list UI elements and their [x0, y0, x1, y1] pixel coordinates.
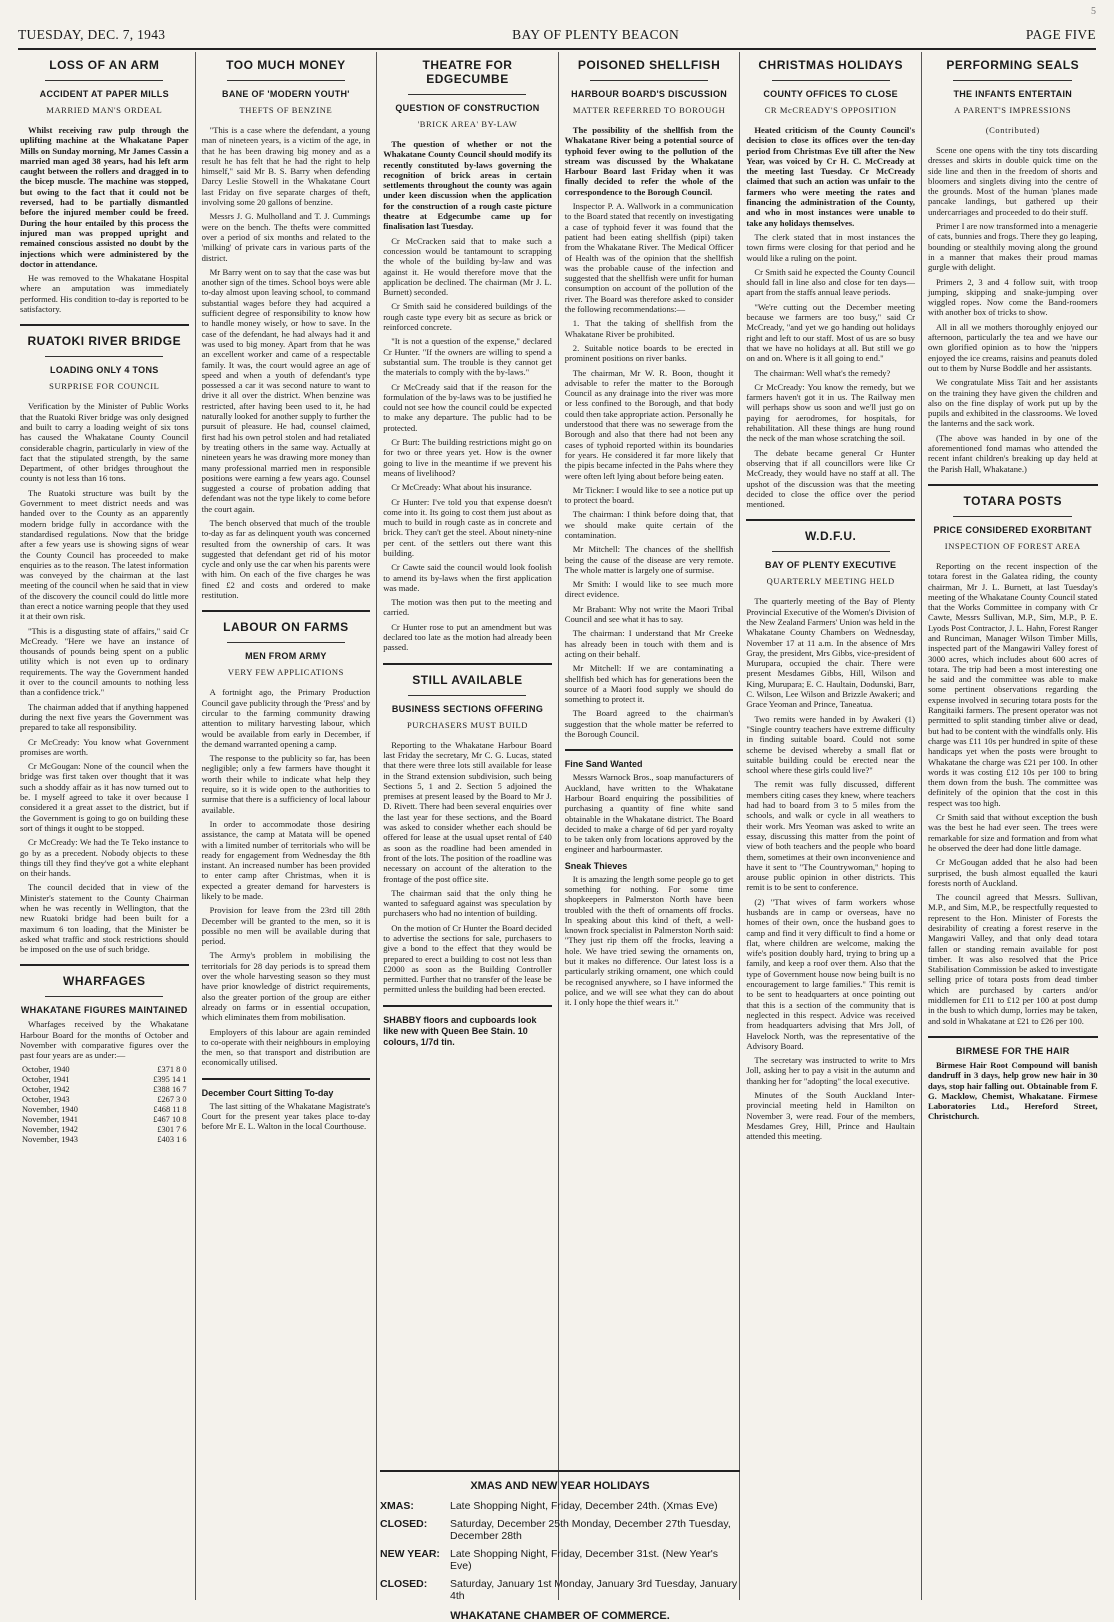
divider: [20, 324, 189, 326]
value-cell: £467 10 8: [153, 1114, 187, 1124]
column-5: [740, 52, 922, 1600]
divider: [772, 551, 890, 552]
paragraph: Cr McCready: What about his insurance.: [391, 482, 532, 493]
row-text: Late Shopping Night, Friday, December 31st. (New Year's Eve): [450, 1548, 718, 1572]
headline-loss-of-arm: LOSS OF AN ARM: [49, 58, 160, 72]
value-cell: £395 14 1: [153, 1074, 187, 1084]
paragraph: The Board agreed to the chairman's suggestion that the whole matter be referred to the Borough Council.: [564, 708, 734, 740]
table-row: [20, 1085, 189, 1095]
kicker: MATTER REFERRED TO BOROUGH: [572, 105, 726, 115]
paragraph: The chairman, Mr W. R. Boon, thought it advisable to refer the matter to the Borough Council as any drainage into the river was more or less confined to the Borough, and that body could then take appropriate action. Personally he understood that there was no sewerage from the Borough and also that there had not been any cases of typhoid reported within its boundaries for years. He considered it far more likely that the pipis became infected in the Pahs where they were often left lying about before being eaten.: [564, 367, 734, 481]
divider: [408, 94, 526, 95]
kicker: MARRIED MAN'S ORDEAL: [46, 105, 163, 115]
headline-performing-seals: PERFORMING SEALS: [946, 58, 1080, 72]
month-cell: October, 1942: [22, 1084, 70, 1094]
paper-name: BAY OF PLENTY BEACON: [512, 27, 680, 42]
paragraph: Mr Tickner: I would like to see a notice put up to protect the board.: [564, 484, 734, 506]
paragraph: We congratulate Miss Tait and her assistants on the training they have given the children and also on the fine display of work put up by the pupils and exhibited in the classrooms. We loved the lanterns and the sack work.: [927, 377, 1098, 429]
paragraph: Inspector P. A. Wallwork in a communication to the Board stated that recently on investigating a case of typhoid fever it was found that the patient had been eating shellfish (pipi) taken from the Whakatane River. The Medical Officer of Health was of the opinion that the shellfish was the probable cause of the infection and suggested that the shellfish were unfit for human consumption on account of the pollution of the river. The Board was therefore asked to consider the following recommendations:—: [564, 201, 734, 315]
kicker: INSPECTION OF FOREST AREA: [944, 540, 1081, 551]
kicker: THEFTS OF BENZINE: [239, 105, 333, 115]
paragraph: Mr Smith: I would like to see much more direct evidence.: [564, 579, 734, 600]
issue-date: TUESDAY, DEC. 7, 1943: [18, 27, 166, 42]
holiday-notice-box: [380, 1470, 740, 1622]
subhead: WHAKATANE FIGURES MAINTAINED: [20, 1005, 188, 1016]
divider: [227, 642, 345, 643]
paragraph: The response to the publicity so far, has been negligible; only a few farmers have thought it worth their while to indicate what help they require, so it is wide open to the authorities to surmise that there is a sufficiency of local labour available.: [201, 753, 371, 815]
subhead: THE INFANTS ENTERTAIN: [953, 89, 1073, 99]
paragraph: "We're cutting out the December meeting because we farmers are too busy," said Cr McCready, "and yet we go handing out holidays right and left to our staff. Most of us are so busy that we have no holidays at all. But still we go on and on. Where is it all going to end.": [746, 301, 915, 364]
row-text: Late Shopping Night, Friday, December 24th. (Xmas Eve): [450, 1500, 718, 1512]
column-2: [196, 52, 378, 1600]
paragraph: (2) "That wives of farm workers whose husbands are in camp or overseas, have no homes of their own, once the husband goes to camp and find it very difficult to find a home or flat, where children are welcome, making the wife's position doubly hard, trying to bring up a family, and keep a roof over them. Also that the type of Government house now being built is no encouragement to large families." This remit is to be sent to headquarters at once pointing out that this is a section of the community that is neglected in this respect. Advice was received from headquarters advising that Mrs Joll, of Havelock North, was the representative of the Advisory Board.: [746, 896, 915, 1051]
lead-paragraph: Heated criticism of the County Council's decision to close its offices over the ten-day period from Christmas Eve till after the New Year, was voiced by Cr H. C. McCready at the meeting last Tuesday. Cr McCready claimed that such an action was unfair to the farmers who were meeting the rates and financing the administration of the County, and who in most instances were unable to take any holidays themselves.: [746, 125, 915, 228]
subhead: PRICE CONSIDERED EXORBITANT: [933, 524, 1092, 535]
paragraph: Wharfages received by the Whakatane Harbour Board for the months of October and November with comparative figures over the past four years are as under:—: [20, 1019, 189, 1061]
paragraph: All in all we mothers thoroughly enjoyed our afternoon, particularly the tea and we have our own glorified opinion as to how the 'nippers enjoyed the ice creams, raisins and peanuts doled out to them by Nurse Boddle and her assistants.: [927, 321, 1098, 373]
divider: [590, 80, 708, 81]
paragraph: Minutes of the South Auckland Inter-provincial meeting held in Hamilton on November 3, were read. Four of the members, Mesdames Grey, Hill, Prince and Haultain attended this meeting.: [746, 1090, 915, 1142]
lead-paragraph: Whilst receiving raw pulp through the uplifting machine at the Whakatane Paper Mills on Sunday morning, Mr James Cassin a married man aged 38 years, had his left arm caught between the rollers and dragged in to the bicep muscle. The machine was stopped, but owing to the fact that it could not be reversed, had to be partially dismantled before the injured member could be freed. During the hour entailed by this process the injured man was propped upright and remained conscious assisted no doubt by the injections which were administered by the doctor in attendance.: [20, 125, 189, 269]
paragraph: The chairman: I think before doing that, that we should make quite certain of the contamination.: [564, 509, 734, 540]
headline-birmese: BIRMESE FOR THE HAIR: [956, 1045, 1070, 1056]
column-3: [377, 52, 559, 1600]
paragraph: Verification by the Minister of Public Works that the Ruatoki River bridge was only designed and built to carry a loading weight of six tons has caused the Whakatane County Council considerable chagrin, particularly in view of the fact that the stipulated strength, by the same Department, of other bridges throughout the county is not less than 16 tons.: [20, 401, 189, 484]
paragraph: "This is a case where the defendant, a young man of nineteen years, is a victim of the age, in that he has been drawing big money and as a result he has felt that he had the right to help himself," said Mr B. S. Barry when defending Darcy Leslie Stowell in the Whakatane Court last Friday on five separate charges of theft, involving some 20 gallons of benzine.: [201, 125, 371, 208]
paragraph: Cr McGougan added that he also had been surprised, the bush almost equalled the kauri forests north of Auckland.: [927, 857, 1098, 888]
subhead: BAY OF PLENTY EXECUTIVE: [765, 560, 897, 571]
row-text: Saturday, January 1st Monday, January 3rd Tuesday, January 4th: [450, 1578, 738, 1602]
paragraph: Cr McCready said that if the reason for the formulation of the by-laws was to be justified he could not see how the council could be expected to make any departure. The public had to be protected.: [383, 381, 552, 433]
row-label: CLOSED:: [380, 1578, 428, 1590]
headline-wharfages: WHARFAGES: [63, 974, 146, 989]
paragraph: The chairman added that if anything happened during the next five years the Government was prepared to take all responsibility.: [20, 701, 189, 733]
subhead: ACCIDENT AT PAPER MILLS: [39, 89, 169, 99]
paragraph: Cr McCready: We had the Te Teko instance to go by as a precedent. Nobody objects to these things till they find they've got a white elephant on their hands.: [20, 837, 189, 879]
row-text: Saturday, December 25th Monday, December 27th Tuesday, December 28th: [450, 1518, 731, 1542]
birmese-ad-text: Birmese Hair Root Compound will banish dandruff in 3 days, help grow new hair in 30 days, stop hair falling out. Obtainable from F. G. Macklow, Chemist, Whakatane. Firmese Laboratories Ltd., Hereford Street, Christchurch.: [927, 1059, 1098, 1122]
headline-labour-on-farms: LABOUR ON FARMS: [223, 620, 349, 635]
divider: [383, 663, 552, 665]
paragraph: A fortnight ago, the Primary Production Council gave publicity through the 'Press' and by circular to the farming community drawing attention to military harvesting labour, which would be available from early in December, if the demand warranted opening a camp.: [201, 687, 371, 749]
paragraph: Cr Cawte said the council would look foolish to amend its by-laws when the first application was made.: [383, 562, 552, 593]
divider: [408, 695, 526, 696]
paragraph: Cr Smith said that without exception the bush was the best he had ever seen. The trees were remarkable for size and formation and from what he observed the deer had done little damage.: [927, 812, 1098, 853]
holiday-row: [380, 1578, 740, 1602]
paragraph: The quarterly meeting of the Bay of Plenty Provincial Executive of the Women's Division of the New Zealand Farmers' Union was held in the Whakatane County Chambers on Wednesday, November 17 at 11 a.m. In the absence of Mrs Gray, the president, Mrs Gibbs, vice-president of Murupara, occupied the chair. There were present Mesdames Gibbs, Hill, Wilson and King, Murupara; E. C. Haultain, Dodunski, Barr, C. Wilson, Lee Wilson and Brizzle Awakeri; and Grace Yeoman and Prince, Taneatua.: [746, 596, 915, 710]
table-row: [20, 1095, 189, 1105]
paragraph: Scene one opens with the tiny tots discarding dresses and skirts in double quick time on the side line and then in the freedom of shorts and bloomers and singlets diving into the centre of the grounds. Most of the human 'planes made pancake landings, but gathered up their undercarriages and proceeded to do their stuff.: [927, 145, 1098, 217]
divider: [202, 1078, 371, 1080]
paragraph: 2. Suitable notice boards to be erected in prominent positions on river banks.: [564, 342, 734, 364]
subhead: COUNTY OFFICES TO CLOSE: [763, 89, 898, 99]
table-row: [20, 1135, 189, 1145]
holiday-row: [380, 1518, 740, 1542]
divider: [772, 80, 890, 81]
subhead: LOADING ONLY 4 TONS: [50, 365, 159, 376]
row-label: NEW YEAR:: [380, 1548, 440, 1560]
paragraph: Primer I are now transformed into a menagerie of cats, bunnies and frogs. There they go leaping, bounding or stealthily moving along the ground in a manner that makes their proud mamas gurgle with delight.: [927, 221, 1098, 273]
headline-too-much-money: TOO MUCH MONEY: [226, 58, 346, 72]
holiday-row: [380, 1548, 740, 1572]
divider: [202, 610, 371, 612]
paragraph: Mr Barry went on to say that the case was but another sign of the times. School boys were able to-day almost upon leaving school, to command substantial wages before they had acquired a sufficient degree of responsibility to know how to handle money wisely, or how to save. In the case of the defendant, he had always had it and was used to big money. Apart from that he was an excellent worker and came of a respectable family. It was, the court would agree an age of speed and when a youth of defendant's type possessed a car it was second nature to want to drive it all over the district. When benzine was restricted, after having been used to it, he had naturally looked for another supply to further the pursuit of pleasure. He had, counsel claimed, first had his own petrol stolen and had retaliated by treating others in the same way. Actually at nineteen years he was drawing more money than many professional married men in responsible positions were earning a few years ago. Counsel suggested a course of probation adding that defendant was not the type likely to come before the court again.: [201, 266, 371, 514]
table-row: [20, 1105, 189, 1115]
paragraph: The last sitting of the Whakatane Magistrate's Court for the present year takes place to-day before Mr E. L. Walton in the local Courthouse.: [201, 1100, 371, 1132]
month-cell: November, 1940: [22, 1104, 78, 1114]
row-label: XMAS:: [380, 1500, 414, 1512]
paragraph: Cr McGougan: None of the council when the bridge was first taken over thought that it was such a shoddy affair as it has now turned out to be. I myself agreed to take it over because I considered it a great asset to the district, but if the Government is going to go on building these sort of things it ought to be stopped.: [20, 761, 189, 833]
divider: [953, 516, 1072, 517]
paragraph: The bench observed that much of the trouble to-day as far as delinquent youth was concerned resulted from the ownership of cars. It was suggested that defendant get rid of his motor cycle and only use the car when his parents were with him. On each of the five charges he was fined £2 and costs and ordered to make restitution.: [201, 517, 371, 601]
divider: [45, 356, 163, 357]
kicker: QUARTERLY MEETING HELD: [766, 576, 895, 587]
chamber-of-commerce: WHAKATANE CHAMBER OF COMMERCE.: [450, 1610, 670, 1622]
paragraph: On the motion of Cr Hunter the Board decided to advertise the sections for sale, purchasers to give a bond to the effect that they would be prepared to erect a building to cost not less than £2000 as soon as the Building Controller permitted. Further that no transfer of the lease be permitted unless the building had been erected.: [383, 922, 552, 995]
paragraph: It is amazing the length some people go to get something for nothing. For some time shopkeepers in Palmerston North have been troubled with the theft of ornaments off frocks. In speaking about this kind of theft, a well-known frock specialist in Palmerston North said: "They just rip them off the frocks, leaving a hole. We have tried sewing the ornaments on, but it makes no difference. Our latest loss is a particularly striking ornament, one which could be recognised anywhere, so I have informed the police, and we will see what they can do about it. I only hope the thief wears it.": [564, 873, 734, 1008]
divider: [928, 1036, 1098, 1038]
table-row: [20, 1065, 189, 1075]
paragraph: In order to accommodate those desiring assistance, the camp at Matata will be opened with a limited number of territorials who will be ready for engagement from Wednesday the 8th instant. An increased number has been provided to enter camp after Christmas, when it is expected a greater demand for harvesters is likely to be made.: [201, 818, 371, 901]
headline-totara-posts: TOTARA POSTS: [963, 493, 1062, 508]
table-row: [20, 1075, 189, 1085]
divider: [953, 80, 1072, 81]
paragraph: Messrs J. G. Mulholland and T. J. Cummings were on the bench. The thefts were committed over a period of six months and related to the 'milking' of private cars in various parts of the district.: [201, 211, 371, 263]
page-number: PAGE FIVE: [1025, 27, 1096, 42]
month-cell: November, 1941: [22, 1114, 78, 1124]
divider: [227, 80, 345, 81]
paragraph: The Ruatoki structure was built by the Government to meet district needs and was handed over to the County as an apparently modern bridge fully in accordance with the standardised regulations. Now that the bridge after a few years use is showing signs of wear the County Council has proceeded to make enquiries as to the reason. The latest information was conveyed by the chairman at the last meeting of the council when he said that in view of the discovery the council could do little more than erect a notice warning people that they used it at their own risk.: [20, 487, 189, 622]
subhead: MEN FROM ARMY: [245, 651, 327, 662]
divider: [45, 80, 163, 81]
month-cell: November, 1943: [22, 1134, 78, 1144]
columns: [14, 52, 1104, 1600]
kicker: CR McCREADY'S OPPOSITION: [764, 105, 897, 115]
month-cell: October, 1940: [22, 1064, 70, 1074]
paragraph: Cr Smith said he considered buildings of the rough caste type every bit as secure as brick or reinforced concrete.: [383, 301, 552, 333]
paragraph: Cr Hunter: I've told you that expense doesn't come into it. Its going to cost them just about as much to build in rough caste as in concrete and brick. They can't get the steel. About ninety-nine per cent. of the settlers out there want this building.: [383, 496, 552, 558]
divider: [746, 519, 915, 521]
row-label: CLOSED:: [380, 1518, 428, 1530]
paragraph: Cr Hunter rose to put an amendment but was declared too late as the motion had already been passed.: [383, 621, 552, 653]
paragraph: The motion was then put to the meeting and carried.: [383, 597, 552, 618]
paragraph: Mr Brabant: Why not write the Maori Tribal Council and see what it has to say.: [564, 603, 734, 625]
holiday-title: XMAS AND NEW YEAR HOLIDAYS: [470, 1480, 650, 1492]
paragraph: Mr Mitchell: If we are contaminating a shellfish bed which has for generations been the source of a Maori food supply we should do something to protect it.: [564, 663, 734, 705]
paragraph: The debate became general Cr Hunter observing that if all councillors were like Cr McCready, they would have no staff at all. The upshot of the discussion was that the meeting decided to close the office over the period mentioned.: [746, 447, 915, 510]
divider: [20, 964, 189, 966]
value-cell: £468 11 8: [153, 1104, 187, 1114]
paragraph: The chairman: I understand that Mr Creeke has already been in touch with them and is acting on their behalf.: [564, 628, 734, 659]
wharfage-table: [20, 1065, 189, 1145]
month-cell: October, 1941: [22, 1074, 70, 1084]
subhead: QUESTION OF CONSTRUCTION: [395, 103, 540, 113]
month-cell: November, 1942: [22, 1124, 78, 1134]
paragraph: Two remits were handed in by Awakeri (1) "Single country teachers have extreme difficulty in finding suitable board. Could not some scheme be devised whereby a small flat or suitable building could be erected near the school where these girls could live?": [746, 713, 915, 776]
divider: [565, 749, 734, 751]
paragraph: Messrs Warnock Bros., soap manufacturers of Auckland, have written to the Whakatane Harbour Board enquiring the possibilities of purchasing a quantity of fine white sand obtainable in the Whakatane district. The Board decided to make a charge of 6d per yard royalty to be taken only from locations approved by the engineer and harbourmaster.: [564, 772, 734, 855]
value-cell: £371 8 0: [157, 1064, 187, 1074]
court-title: December Court Sitting To-day: [201, 1087, 334, 1098]
month-cell: October, 1943: [22, 1094, 70, 1104]
value-cell: £301 7 6: [157, 1124, 187, 1134]
paragraph: Reporting to the Whakatane Harbour Board last Friday the secretary, Mr C. G. Lucas, stated that there were three lots still available for lease in the Strand extension subdivision, such being Sections 5, 1 and 2. Section 5 adjoined the premises at present leased by the Board to Mr J. D. Rivett. There had been several enquiries over the last year for these sections, and the Board was asked to consider whether each should be offered for lease at the usual upset rental of £40 as soon as the roadline had been amended in front of the lots. The position of the roadline was necessary on account of the alteration to the frontage of the post office site.: [383, 739, 552, 884]
paragraph: 1. That the taking of shellfish from the Whakatane River be prohibited.: [564, 318, 734, 339]
divider: [45, 996, 163, 997]
value-cell: £267 3 0: [157, 1094, 187, 1104]
divider: [928, 484, 1098, 486]
table-row: [20, 1115, 189, 1125]
holiday-row: [380, 1500, 740, 1512]
kicker: SURPRISE FOR COUNCIL: [49, 381, 160, 392]
paragraph: The council decided that in view of the Minister's statement to the County Chairman when he was recently in Wellington, that the new Ruatoki bridge had been built for a maximum 6 ton loading, that the Minister be asked what traffic and stock restrictions should be imposed on the use of such bridge.: [20, 882, 189, 955]
headline-christmas-holidays: CHRISTMAS HOLIDAYS: [758, 58, 903, 72]
paragraph: Cr McCready: You know the remedy, but we farmers haven't got it in us. The Railway men will perhaps show us soon and we'll just go on paying for aerodromes, for hospitals, for rehabilitation. All these things are hung round the neck of the man whose scratching the soil.: [746, 381, 915, 444]
value-cell: £388 16 7: [153, 1084, 187, 1094]
queen-bee-stain-ad: SHABBY floors and cupboards look like new with Queen Bee Stain. 10 colours, 1/7d tin.: [383, 1014, 537, 1047]
lead-paragraph: The possibility of the shellfish from the Whakatane River being a potential source of typhoid fever owing to the pollution of the stream was discussed by the Whakatane Harbour Board last Friday when it was finally decided to refer the whole of the correspondence to the Borough Council.: [564, 125, 734, 197]
paragraph: The chairman said that the only thing he wanted to safeguard against was speculation by purchasers who had no intention of building.: [383, 887, 552, 919]
paragraph: "It is not a question of the expense," declared Cr Hunter. "If the owners are willing to spend a substantial sum. The trouble is they cannot get the materials to comply with the by-laws.": [383, 336, 552, 378]
paragraph: Employers of this labour are again reminded to co-operate with their neighbours in employing the men, so that transport and distribution are economically utilised.: [201, 1026, 371, 1068]
paragraph: The chairman: Well what's the remedy?: [754, 367, 891, 378]
paragraph: Cr Burt: The building restrictions might go on for two or three years yet. How is the owner going to live in the meantime if we prevent his means of livelihood?: [383, 437, 552, 478]
lead-paragraph: The question of whether or not the Whakatane County Council should modify its recently constituted by-laws governing the recognition of brick areas in certain settlements throughout the county was again under keen discussion when the application for the construction of a rough caste picture theatre at Edgecumbe came up for finalisation last Tuesday.: [383, 139, 552, 232]
corner-mark: 5: [1091, 6, 1096, 17]
paragraph: Primers 2, 3 and 4 follow suit, with troop jumping, skipping and snake-jumping over wiggled ropes. Now come the Band-roomers with another box of tricks to show.: [927, 276, 1098, 318]
column-6: [922, 52, 1104, 1600]
paragraph: Provision for leave from the 23rd till 28th December will be granted to the men, so it is possible no men will be available during that period.: [201, 905, 371, 947]
fine-sand-title: Fine Sand Wanted: [564, 759, 643, 770]
table-row: [20, 1125, 189, 1135]
value-cell: £403 1 6: [157, 1134, 187, 1144]
contributed-note: (Contributed): [985, 125, 1040, 135]
paragraph: Cr McCracken said that to make such a concession would be tantamount to scrapping the whole of the building by-law and was against it. He would therefore move that the application be declined. The chairman (Mr J. L. Burnett) seconded.: [383, 235, 552, 298]
headline-poisoned-shellfish: POISONED SHELLFISH: [577, 58, 721, 72]
headline-still-available: STILL AVAILABLE: [412, 672, 523, 687]
kicker: 'BRICK AREA' BY-LAW: [417, 119, 518, 129]
paragraph: Cr Smith said he expected the County Council should fall in line also and close for ten days—apart from the staffs annual leave periods.: [746, 266, 915, 298]
paragraph: The Army's problem in mobilising the territorials for 28 day periods is to spread them over the whole harvesting season so they must have prior knowledge of district requirements, also the greater portion of the group are either already on farms or in essential occupation, which eliminates them from mobilisation.: [201, 950, 371, 1023]
paragraph: The remit was fully discussed, different members citing cases they knew, where teachers had had to board from 3 to 5 miles from the schools, and walk or cycle in all weathers to their work. Mrs Yeoman was asked to write an essay, discussing this matter from the point of view of both teachers and the people who board them, sometimes at their own inconvenience and have it sent to "The Countrywoman," hoping to arouse public opinion in other districts. This remit is to be sent to conference.: [746, 779, 915, 893]
sneak-thieves-title: Sneak Thieves: [564, 860, 628, 871]
subhead: HARBOUR BOARD'S DISCUSSION: [571, 89, 728, 99]
kicker: PURCHASERS MUST BUILD: [406, 719, 529, 730]
paragraph: Mr Mitchell: The chances of the shellfish being the cause of the disease are very remote. The whole matter is largely one of surmise.: [564, 544, 734, 575]
paragraph: He was removed to the Whakatane Hospital where an amputation was immediately performed. His condition to-day is reported to be satisfactory.: [20, 273, 189, 315]
kicker: VERY FEW APPLICATIONS: [227, 667, 344, 678]
column-4: [559, 52, 741, 1600]
kicker: A PARENT'S IMPRESSIONS: [954, 105, 1072, 115]
subhead: BANE OF 'MODERN YOUTH': [222, 89, 350, 99]
paragraph: Cr McCready: You know what Government promises are worth.: [20, 736, 189, 757]
paragraph: The secretary was instructed to write to Mrs Joll, asking her to pay a visit in the autumn and thanking her for "adopting" the local executive.: [746, 1055, 915, 1086]
paragraph: Reporting on the recent inspection of the totara forest in the Galatea riding, the county chairman, Mr J. L. Burnett, at last Tuesday's meeting of the Whakatane County Council stated that the Works Committee in company with Cr Cawte, Messrs Sullivan, M.P., Sim, M.P., P. E. Lyods Post Contractor, J. L. Hahn, Forest Ranger and Runciman, Manager Wilson Timber Mills, inspected part of the Mangawiri Valley forest of 3000 acres, which includes about 600 acres of totara. The trip had been a most interesting one he said and the committee was able to make some pertinent observations regarding the expense involved in securing totara posts for the Rangitaiki farmers. The present operator was not permitted to split standing timber alive or dead, but had to be content with the windfalls only. His charge was £11 10s per hundred in spite of these handicaps yet when the posts were brought to Whakatane the charge was £21 per 100. In other words it was costing £12 10s per 100 to bring them down from the bush. The committee was definitely of the opinion that the cost in this respect was too high.: [927, 560, 1098, 808]
headline-wdfu: W.D.F.U.: [805, 529, 857, 544]
headline-ruatoki-bridge: RUATOKI RIVER BRIDGE: [27, 334, 182, 349]
subhead: BUSINESS SECTIONS OFFERING: [391, 703, 544, 714]
masthead: [18, 26, 1096, 50]
divider: [383, 1005, 552, 1007]
headline-theatre: THEATRE FOR EDGECUMBE: [422, 58, 513, 86]
paragraph: "This is a disgusting state of affairs," said Cr McCready. "Here we have an instance of thousands of pounds being spent on a public utility which is not even up to ordinary requirements. The way the Government handed it over to the council amounts to nothing less than a confidence trick.": [20, 625, 189, 698]
column-1: [14, 52, 196, 1600]
paragraph: (The above was handed in by one of the aforementioned fond mamas who attended the recent infant children's breaking up day held at the Parish Hall, Whakatane.): [927, 432, 1098, 474]
paragraph: The council agreed that Messrs. Sullivan, M.P., and Sim, M.P., be respectfully requested to represent to the Hon. Minister of Forests the desirability of creating a forest reserve in the Mangawiri Valley, and that only dead totara fallen or standing remain available for post timber. It was also resolved that the Price Stabilisation Commission be asked to investigate selling price of totara posts from dead timber which are purchased by carters and/or middlemen for £11 to £12 per 100 at post dump in the bush to which dump, lorries may be taken, and sold in Whakatane at £21 to £26 per 100.: [927, 892, 1098, 1026]
paragraph: The clerk stated that in most instances the town firms were closing for that period and he would like a ruling on the point.: [746, 231, 915, 263]
